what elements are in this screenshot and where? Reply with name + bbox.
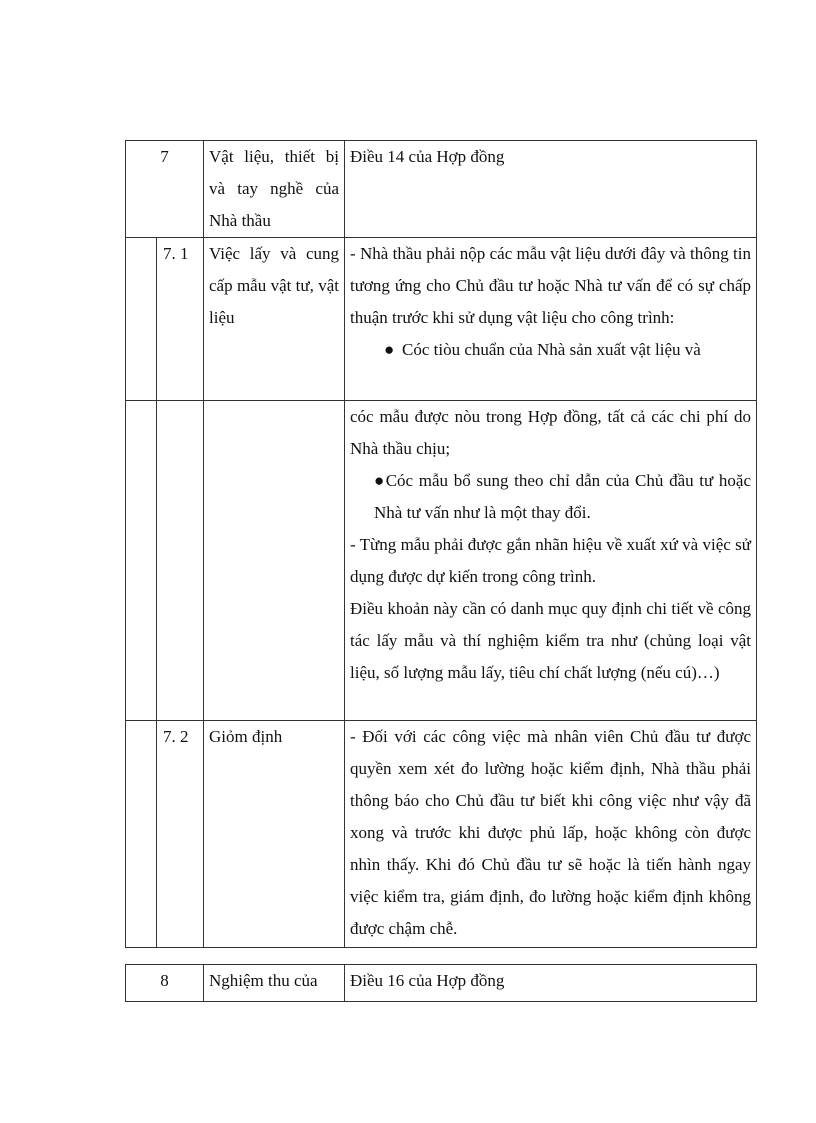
table-row [126, 721, 757, 948]
table-row [126, 238, 757, 401]
clause-number: 7 [126, 141, 204, 238]
table-row [126, 141, 757, 238]
clause-number: 8 [126, 965, 204, 1002]
clause-reference: Điều 16 của Hợp đồng [345, 965, 757, 1002]
subclause-title: Việc lấy và cung cấp mẫu vật tư, vật liệu [204, 238, 345, 401]
subclause-content: - Đối với các công việc mà nhân viên Chủ đầu tư được quyền xem xét đo lường hoặc kiểm định, Nhà thầu phải thông báo cho Chủ đầu tư biết khi công việc như vậy đã xong và trước khi được phủ lấp, hoặc không còn được nhìn thấy. Khi đó Chủ đầu tư sẽ hoặc là tiến hành ngay việc kiểm tra, giám định, đo lường hoặc kiểm định không được chậm chễ. [345, 721, 757, 948]
table-row [126, 401, 757, 721]
paragraph: cóc mẫu được nòu trong Hợp đồng, tất cả các chi phí do Nhà thầu chịu; [350, 407, 751, 458]
clause-reference: Điều 14 của Hợp đồng [345, 141, 757, 238]
empty-cell [204, 401, 345, 721]
subclause-number: 7. 2 [157, 721, 204, 948]
table-row [126, 965, 757, 1002]
subclause-number: 7. 1 [157, 238, 204, 401]
indent-cell [126, 721, 157, 948]
empty-cell [157, 401, 204, 721]
bullet-icon: ● [374, 471, 386, 490]
bullet-icon: ● [384, 340, 395, 359]
paragraph: - Từng mẫu phải được gắn nhãn hiệu về xuất xứ và việc sử dụng được dự kiến trong công trình. [350, 535, 751, 586]
bullet-item [350, 334, 751, 366]
paragraph: Điều khoản này cần có danh mục quy định chi tiết về công tác lấy mẫu và thí nghiệm kiểm tra như (chủng loại vật liệu, số lượng mẫu lấy, tiêu chí chất lượng (nếu cú)…) [350, 599, 751, 682]
subclause-content [345, 238, 757, 401]
indent-cell [126, 238, 157, 401]
conditions-table [125, 140, 757, 948]
conditions-table-next [125, 964, 757, 1002]
clause-title: Nghiệm thu của [204, 965, 345, 1002]
paragraph: - Nhà thầu phải nộp các mẫu vật liệu dưới đây và thông tin tương ứng cho Chủ đầu tư hoặc Nhà tư vấn để có sự chấp thuận trước khi sử dụng vật liệu cho công trình: [350, 244, 751, 327]
bullet-text: Cóc mẫu bổ sung theo chỉ dẫn của Chủ đầu tư hoặc Nhà tư vấn như là một thay đổi. [374, 471, 751, 522]
bullet-item [350, 465, 751, 529]
clause-title: Vật liệu, thiết bị và tay nghề của Nhà thầu [204, 141, 345, 238]
subclause-title: Giỏm định [204, 721, 345, 948]
subclause-content-continued [345, 401, 757, 721]
indent-cell [126, 401, 157, 721]
bullet-text: Cóc tiòu chuẩn của Nhà sản xuất vật liệu và [402, 340, 701, 359]
